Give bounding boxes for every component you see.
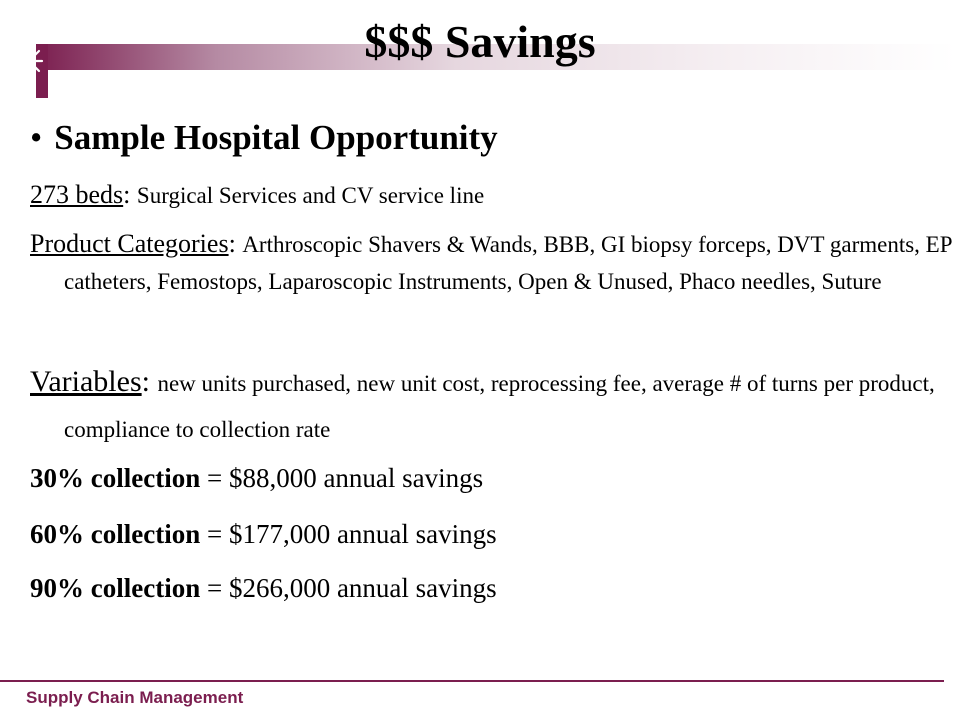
result-savings: = $266,000 annual savings (200, 573, 497, 603)
variables-text: new units purchased, new unit cost, reprocessing fee, average # of turns per product, compliance to collection rate (64, 371, 935, 442)
bullet-heading-text: Sample Hospital Opportunity (54, 118, 498, 157)
beds-separator: : (123, 180, 137, 209)
result-rate: 30% collection (30, 463, 201, 493)
footer-rule (0, 680, 944, 682)
bullet-dot-icon: • (30, 118, 43, 157)
slide-title: $$$ Savings (364, 16, 596, 67)
result-savings: = $177,000 annual savings (200, 519, 497, 549)
result-line (30, 514, 930, 554)
bullet-heading (30, 114, 498, 162)
beds-label: 273 beds (30, 180, 124, 209)
beds-paragraph (30, 176, 930, 215)
products-separator: : (228, 229, 243, 258)
result-line (30, 568, 930, 608)
variables-paragraph (30, 360, 960, 452)
result-rate: 60% collection (30, 519, 201, 549)
result-savings: = $88,000 annual savings (200, 463, 484, 493)
products-text: Arthroscopic Shavers & Wands, BBB, GI biopsy forceps, DVT garments, EP catheters, Femostops, Laparoscopic Instruments, Open & Unused, Phaco needles, Suture (64, 232, 952, 294)
products-label: Product Categories (30, 229, 229, 258)
result-line (30, 458, 930, 498)
result-rate: 90% collection (30, 573, 201, 603)
variables-separator: : (141, 365, 158, 398)
footer-text: Supply Chain Management (26, 688, 244, 707)
products-paragraph (30, 226, 960, 300)
variables-label: Variables (30, 365, 142, 398)
beds-text: Surgical Services and CV service line (136, 183, 485, 208)
